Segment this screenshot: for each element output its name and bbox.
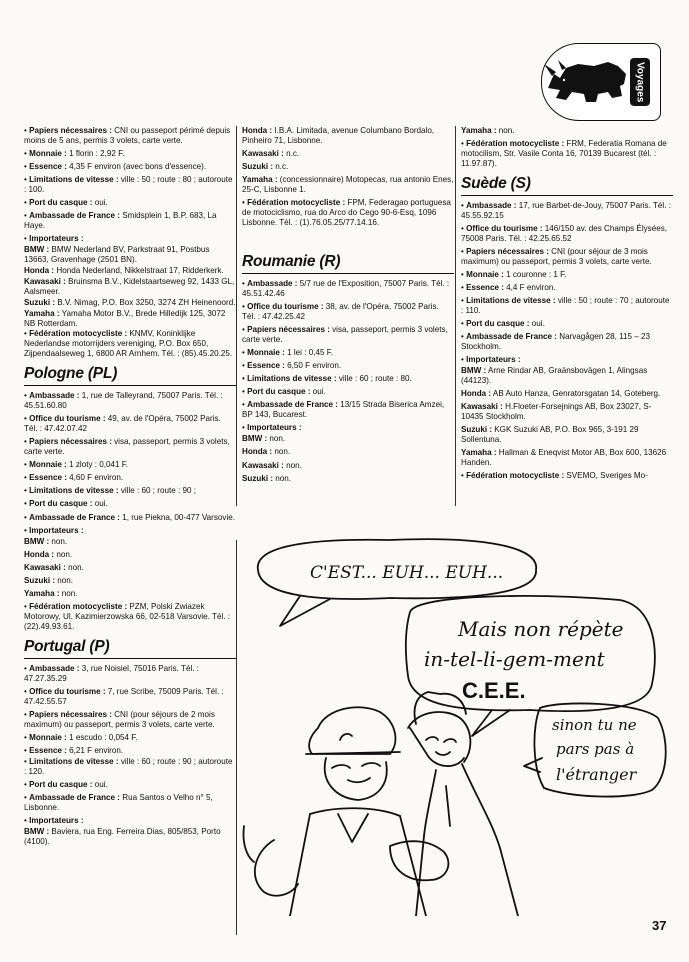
info-entry — [24, 537, 236, 547]
entry-text: 6,50 F environ. — [284, 361, 342, 371]
info-entry — [461, 319, 673, 329]
entry-text: 5/7 rue de l'Exposition, 75007 Paris. Tél. : 45.51.42.46 — [242, 279, 450, 298]
entry-text: I.B.A. Limitada, avenue Columbano Bordalo, Pinheiro 71, Lisbonne. — [242, 126, 435, 145]
entry-key: Ambassade : — [247, 279, 298, 289]
info-entry — [24, 733, 236, 743]
bullet-icon: • — [461, 200, 467, 210]
entry-text: ville : 60 ; route : 90 ; autoroute : 120. — [24, 756, 233, 776]
bullet-icon: • — [461, 332, 467, 342]
info-entry — [242, 447, 454, 457]
entry-key: Fédération motocycliste : — [466, 471, 565, 481]
entry-key: Yamaha : — [461, 448, 497, 458]
info-entry — [461, 201, 673, 221]
bullet-icon: • — [242, 198, 248, 208]
bullet-icon: • — [24, 149, 30, 158]
info-entry — [242, 325, 454, 345]
entry-key: Ambassade : — [466, 200, 517, 210]
entry-text: 4,4 F environ. — [503, 282, 556, 292]
bullet-icon: • — [461, 246, 467, 256]
rhinoceros-icon — [542, 44, 634, 120]
bullet-icon: • — [24, 709, 30, 719]
entry-text: Honda Nederland, Nikkelstraat 17, Ridderkerk. — [54, 266, 224, 275]
entry-key: Kawasaki : — [24, 562, 66, 572]
entry-text: 17, rue Barbet-de-Jouy, 75007 Paris. Tél. : 45.55.92.15 — [461, 200, 671, 220]
bullet-icon: • — [24, 815, 30, 825]
info-entry — [242, 461, 454, 471]
info-entry — [24, 198, 236, 208]
entry-key: Fédération motocycliste : — [466, 139, 565, 149]
entry-text: non. — [496, 126, 515, 135]
info-entry — [461, 283, 673, 293]
bullet-icon: • — [24, 499, 30, 509]
text-column-1 — [24, 126, 236, 848]
entry-text: Baviera, rua Eng. Ferreira Dias, 805/853, Porto (4100). — [24, 826, 221, 846]
entry-key: Papiers nécessaires : — [29, 126, 112, 135]
bullet-icon: • — [461, 296, 467, 305]
info-entry — [461, 402, 673, 422]
info-entry — [24, 710, 236, 730]
entry-key: Essence : — [247, 361, 285, 371]
bullet-icon: • — [461, 223, 467, 233]
entry-key: Ambassade de France : — [29, 211, 120, 221]
entry-text: FRM, Federatia Romana de motocilism, Str. Vasile Conta 16, 70139 Bucarest (tél. : 11.97.87). — [461, 139, 667, 168]
text-column-3 — [461, 126, 673, 484]
bullet-icon: • — [24, 198, 30, 208]
entry-text: n.c. — [273, 162, 289, 172]
info-entry — [242, 302, 454, 322]
entry-key: BMW : — [24, 245, 50, 255]
info-entry — [461, 332, 673, 352]
bullet-icon: • — [24, 234, 30, 244]
entry-key: Monnaie : — [466, 269, 504, 279]
bullet-icon: • — [24, 756, 30, 766]
bullet-icon: • — [24, 329, 30, 339]
entry-key: Suzuki : — [242, 162, 274, 172]
info-entry — [24, 687, 236, 707]
entry-key: Honda : — [242, 447, 273, 457]
info-entry — [242, 149, 454, 159]
entry-key: Ambassade : — [29, 391, 80, 401]
entry-text: FPM, Federagao portuguesa de motociclismo, rua do Arco do Cego 90-6-Esq, 1096 Lisbonne. Tél. : (1).76.05.25/77.14.16. — [242, 198, 451, 227]
entry-key: Papiers nécessaires : — [29, 437, 112, 447]
entry-text: Rua Santos o Velho n° 5, Lisbonne. — [24, 792, 213, 812]
entry-key: Kawasaki : — [24, 276, 66, 286]
entry-text: ville : 50 ; route : 80 ; autoroute : 100. — [24, 175, 233, 195]
info-entry — [242, 162, 454, 172]
entry-text: 38, av. de l'Opéra, 75002 Paris. Tél. : 47.42.25.42 — [242, 302, 439, 321]
bullet-icon: • — [24, 512, 30, 522]
bullet-icon: • — [24, 779, 30, 789]
info-entry — [242, 374, 454, 384]
entry-text: oui. — [529, 319, 545, 328]
entry-key: Papiers nécessaires : — [247, 325, 330, 335]
entry-key: Honda : — [24, 266, 55, 275]
bullet-icon: • — [24, 211, 30, 221]
entry-key: BMW : — [24, 536, 50, 546]
entry-text: CNI (pour séjour de 3 mois maximum) ou passeport, permis 3 volets, carte verte. — [461, 246, 652, 266]
column-divider — [236, 126, 237, 506]
entry-text: non. — [273, 473, 292, 483]
info-entry — [24, 391, 236, 411]
info-entry — [242, 400, 454, 420]
entry-key: Suzuki : — [461, 425, 493, 435]
entry-text: 49, av. de l'Opéra, 75002 Paris. Tél. : 47.42.07.42 — [24, 414, 221, 434]
entry-text: 1 florin : 2,92 F. — [66, 149, 125, 158]
info-entry — [461, 126, 673, 136]
entry-key: Essence : — [29, 473, 67, 483]
entry-text: (concessionnaire) Motopecas, rua antonio Enes, 25-C, Lisbonne 1. — [242, 175, 454, 195]
info-entry — [24, 414, 236, 434]
entry-text: 3, rue Noisiel, 75016 Paris. Tél. : 47.27.35.29 — [24, 663, 200, 683]
entry-key: Honda : — [242, 126, 273, 135]
info-entry — [24, 602, 236, 632]
bubble-3-text-line-1: sinon tu ne — [552, 716, 637, 734]
info-entry — [24, 793, 236, 813]
info-entry — [461, 471, 673, 481]
entry-text: oui. — [92, 198, 108, 208]
entry-key: Monnaie : — [247, 348, 285, 358]
info-entry — [24, 576, 236, 586]
info-entry — [24, 589, 236, 599]
info-entry — [24, 298, 236, 308]
bullet-icon: • — [461, 139, 467, 149]
info-entry — [242, 279, 454, 299]
entry-text: 1 zloty : 0,041 F. — [66, 460, 129, 470]
entry-key: BMW : — [24, 826, 50, 836]
info-entry — [24, 563, 236, 573]
entry-key: Yamaha : — [24, 308, 60, 318]
info-entry — [24, 473, 236, 483]
bullet-icon: • — [242, 361, 248, 371]
entry-text: BMW Nederland BV, Parkstraat 91, Postbus 13663, Gravenhage (2501 BN). — [24, 245, 210, 265]
entry-text: 1 couronne : 1 F. — [503, 269, 567, 279]
entry-text: ville : 50 ; route : 70 ; autoroute : 110. — [461, 296, 670, 315]
info-entry — [24, 827, 236, 847]
entry-text: non. — [59, 588, 78, 598]
info-entry — [461, 389, 673, 399]
entry-key: Port du casque : — [466, 319, 530, 328]
info-entry — [461, 448, 673, 468]
entry-key: Suzuki : — [24, 575, 56, 585]
bullet-icon: • — [242, 423, 248, 433]
entry-text: visa, passeport, permis 3 volets, carte verte. — [24, 437, 230, 457]
entry-key: Papiers nécessaires : — [466, 246, 549, 256]
info-entry — [24, 329, 236, 359]
bullet-icon: • — [242, 374, 248, 384]
entry-text: 4,60 F environ. — [66, 473, 124, 483]
entry-text: 146/150 av. des Champs Élysées, 75008 Paris. Tél. : 42.25.65.52 — [461, 223, 668, 243]
bullet-icon: • — [24, 792, 30, 802]
entry-text: B.V. Nimag, P.O. Box 3250, 3274 ZH Heinenoord. — [55, 297, 236, 307]
bullet-icon: • — [24, 473, 30, 483]
bullet-icon: • — [24, 126, 30, 135]
info-entry — [461, 139, 673, 169]
bullet-icon: • — [24, 686, 30, 696]
info-entry — [461, 366, 673, 386]
info-entry — [461, 247, 673, 267]
info-entry — [24, 526, 236, 536]
entry-text: ville : 60 ; route : 90 ; — [118, 486, 196, 496]
entry-key: Limitations de vitesse : — [29, 756, 119, 766]
info-entry — [24, 149, 236, 159]
info-entry — [24, 499, 236, 509]
bullet-icon: • — [24, 414, 30, 424]
entry-key: Kawasaki : — [461, 402, 503, 412]
info-entry — [242, 126, 454, 146]
bullet-icon: • — [461, 319, 467, 328]
info-entry — [24, 816, 236, 826]
info-entry — [461, 425, 673, 445]
entry-key: Fédération motocycliste : — [29, 329, 128, 339]
entry-text: 4,35 F environ (avec bons d'essence). — [66, 162, 207, 172]
entry-key: Yamaha : — [24, 588, 60, 598]
entry-key: Monnaie : — [29, 460, 67, 470]
text-column-2 — [242, 126, 454, 487]
entry-text: non. — [55, 575, 74, 585]
entry-text: oui. — [92, 499, 108, 509]
column-divider — [236, 540, 237, 935]
entry-key: Port du casque : — [247, 387, 311, 397]
entry-text: 1, rue Piekna, 00-477 Varsovie. — [119, 512, 235, 522]
bullet-icon: • — [461, 471, 467, 481]
info-entry — [242, 198, 454, 228]
entry-text: CNI (pour séjours de 2 mois maximum) ou passeport, permis 3 volets, carte verte. — [24, 709, 215, 729]
entry-key: Suzuki : — [242, 473, 274, 483]
info-entry — [24, 664, 236, 684]
entry-key: Honda : — [24, 549, 55, 559]
info-entry — [24, 757, 236, 777]
info-entry — [24, 126, 236, 146]
entry-text: visa, passeport, permis 3 volets, carte verte. — [242, 325, 448, 344]
entry-key: BMW : — [461, 366, 487, 375]
entry-text: non. — [272, 447, 291, 457]
entry-key: Fédération motocycliste : — [247, 198, 346, 208]
info-entry — [461, 224, 673, 244]
entry-key: Fédération motocycliste : — [29, 602, 128, 611]
entry-text: ville : 60 ; route : 80. — [336, 374, 412, 384]
entry-text: 1 escudo : 0,054 F. — [66, 732, 138, 742]
entry-key: Port du casque : — [29, 779, 93, 789]
country-heading: Suède (S) — [461, 175, 673, 196]
info-entry — [242, 434, 454, 444]
bullet-icon: • — [461, 355, 467, 365]
bullet-icon: • — [24, 525, 30, 535]
info-entry — [242, 474, 454, 484]
entry-text: 1 lei : 0,45 F. — [284, 348, 334, 358]
entry-key: Ambassade de France : — [29, 792, 120, 802]
bubble-2-text-line-1: Mais non répète — [458, 617, 624, 641]
entry-text: non. — [54, 549, 73, 559]
entry-key: Yamaha : — [461, 126, 497, 135]
entry-key: Importateurs : — [29, 815, 84, 825]
entry-text: Bruinsma B.V., Kidelstaartseweg 92, 1433 GL, Aalsmeer. — [24, 276, 235, 296]
country-heading: Roumanie (R) — [242, 253, 454, 274]
entry-text: AB Auto Hanza, Genratorsgatan 14, Goteberg. — [491, 389, 661, 398]
entry-key: Suzuki : — [24, 297, 56, 307]
entry-text: 13/15 Strada Biserica Amzei, BP 143, Bucarest. — [242, 400, 445, 420]
cartoon-illustration — [240, 496, 680, 916]
info-entry — [461, 355, 673, 365]
bullet-icon: • — [461, 282, 467, 292]
entry-key: Office du tourisme : — [29, 414, 106, 424]
bullet-icon: • — [24, 602, 30, 611]
entry-text: Narvagågen 28, 115 – 23 Stockholm. — [461, 332, 650, 351]
spacer — [242, 231, 454, 247]
info-entry — [24, 309, 236, 329]
entry-key: Port du casque : — [29, 499, 93, 509]
entry-text: CNI ou passeport périmé depuis moins de 5 ans, permis 3 volets, carte verte. — [24, 126, 231, 145]
entry-text: 1, rue de Talleyrand, 75007 Paris. Tél. : 45.51.60.80 — [24, 391, 223, 411]
entry-key: Importateurs : — [247, 423, 302, 433]
info-entry — [461, 270, 673, 280]
info-entry — [24, 234, 236, 244]
bullet-icon: • — [242, 387, 248, 397]
bullet-icon: • — [24, 745, 30, 755]
entry-key: Office du tourisme : — [29, 686, 106, 696]
bullet-icon: • — [24, 437, 30, 447]
bullet-icon: • — [24, 732, 30, 742]
entry-key: Importateurs : — [29, 525, 84, 535]
info-entry — [461, 296, 673, 316]
entry-text: n.c. — [283, 149, 300, 158]
entry-text: non. — [267, 434, 286, 444]
entry-text: Smidsplein 1, B.P. 683, La Haye. — [24, 211, 217, 231]
bullet-icon: • — [242, 400, 248, 410]
entry-text: non. — [283, 460, 302, 470]
entry-key: Limitations de vitesse : — [466, 296, 556, 305]
bullet-icon: • — [242, 279, 248, 289]
logo-word: Voyages — [630, 58, 650, 106]
column-divider — [455, 126, 456, 506]
entry-text: non. — [49, 536, 68, 546]
entry-key: Importateurs : — [29, 234, 84, 244]
page-number: 37 — [652, 918, 667, 933]
entry-key: Importateurs : — [466, 355, 521, 365]
info-entry — [24, 486, 236, 496]
info-entry — [24, 780, 236, 790]
info-entry — [242, 175, 454, 195]
info-entry — [24, 437, 236, 457]
country-heading: Portugal (P) — [24, 638, 236, 659]
bullet-icon: • — [24, 175, 30, 185]
info-entry — [242, 387, 454, 397]
entry-key: Monnaie : — [29, 732, 67, 742]
info-entry — [242, 423, 454, 433]
bullet-icon: • — [242, 302, 248, 312]
bullet-icon: • — [24, 663, 30, 673]
entry-text: Yamaha Motor B.V., Brede Hilledijk 125, 3072 NB Rotterdam. — [24, 308, 226, 328]
bullet-icon: • — [242, 348, 248, 358]
entry-key: Ambassade : — [29, 663, 80, 673]
entry-key: Port du casque : — [29, 198, 93, 208]
voyages-logo — [541, 43, 661, 121]
bullet-icon: • — [242, 325, 248, 335]
entry-key: Monnaie : — [29, 149, 67, 158]
entry-key: Honda : — [461, 389, 492, 398]
entry-key: Limitations de vitesse : — [29, 175, 119, 185]
info-entry — [24, 460, 236, 470]
entry-text: oui. — [92, 779, 108, 789]
entry-text: 7, rue Scribe, 75009 Paris. Tél. : 47.42.55.57 — [24, 686, 224, 706]
entry-key: Papiers nécessaires : — [29, 709, 112, 719]
info-entry — [24, 277, 236, 297]
bullet-icon: • — [461, 269, 467, 279]
entry-key: Office du tourisme : — [466, 223, 543, 233]
country-heading: Pologne (PL) — [24, 365, 236, 386]
entry-key: Ambassade de France : — [29, 512, 120, 522]
entry-key: Kawasaki : — [242, 460, 284, 470]
entry-text: H.Floeter-Forsejnings AB, Box 23027, S-10435 Stockholm. — [461, 402, 652, 421]
bubble-3-text-line-2: pars pas à — [556, 740, 635, 758]
info-entry — [242, 361, 454, 371]
info-entry — [24, 245, 236, 265]
entry-key: Kawasaki : — [242, 149, 284, 158]
entry-key: Limitations de vitesse : — [247, 374, 337, 384]
info-entry — [24, 550, 236, 560]
info-entry — [24, 175, 236, 195]
entry-key: Essence : — [29, 745, 67, 755]
entry-key: Ambassade de France : — [247, 400, 338, 410]
bullet-icon: • — [24, 460, 30, 470]
bubble-1-text: C'EST... EUH... EUH... — [310, 563, 504, 583]
bubble-2-text-line-2: in-tel-li-gem-ment — [424, 647, 605, 671]
entry-key: Limitations de vitesse : — [29, 486, 119, 496]
entry-key: Yamaha : — [242, 175, 278, 185]
bubble-2-text-line-3: C.E.E. — [462, 678, 526, 703]
entry-key: Ambassade de France : — [466, 332, 557, 342]
entry-text: KGK Suzuki AB, P.O. Box 965, 3-191 29 Sollentuna. — [461, 425, 639, 444]
bubble-3-text-line-3: l'étranger — [556, 765, 637, 784]
info-entry — [24, 266, 236, 276]
entry-text: oui. — [310, 387, 326, 397]
entry-key: Essence : — [466, 282, 504, 292]
entry-text: KNMV, Koninklijke Nederlandse motorrijders vereniging, P.O. Box 650, Zijpendaalseweg 1, 6800 AR Arnhem. Tél. : (85).45.20.25. — [24, 329, 233, 359]
entry-text: PZM, Polski Zwiazek Motorowy, Ul. Kazimierzowska 66, 02-518 Varsovie. Tél. : (22).49.93.61. — [24, 602, 231, 631]
info-entry — [24, 211, 236, 231]
info-entry — [24, 513, 236, 523]
info-entry — [24, 746, 236, 756]
info-entry — [24, 162, 236, 172]
entry-text: non. — [65, 562, 84, 572]
info-entry — [242, 348, 454, 358]
entry-text: Arne Rindar AB, Graänsbovägen 1, Alingsas (44123). — [461, 366, 648, 385]
entry-text: SVEMO, Sveriges Mo- — [564, 471, 648, 481]
bullet-icon: • — [24, 391, 30, 401]
entry-key: Essence : — [29, 162, 67, 172]
entry-text: 6,21 F environ. — [66, 745, 124, 755]
entry-key: Office du tourisme : — [247, 302, 324, 312]
entry-text: Hallman & Eneqvist Motor AB, Box 600, 13626 Handen. — [461, 448, 667, 467]
bullet-icon: • — [24, 486, 30, 496]
bullet-icon: • — [24, 162, 30, 172]
entry-key: BMW : — [242, 434, 268, 444]
